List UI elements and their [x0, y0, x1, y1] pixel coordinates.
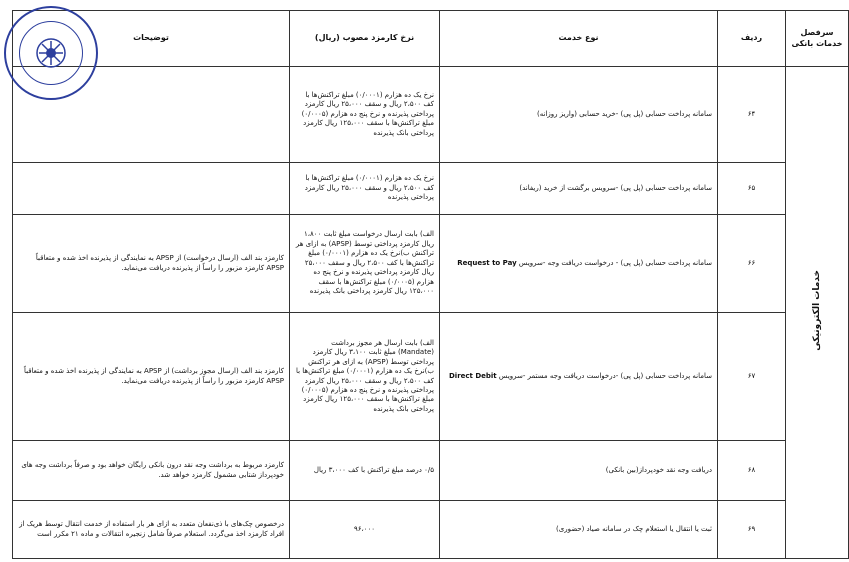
- service-cell: سامانه پرداخت حسابی (پل پی) -خرید حسابی (واریز روزانه): [440, 67, 718, 163]
- row-number: ۶۷: [718, 313, 786, 441]
- row-number: ۶۶: [718, 215, 786, 313]
- header-row: [13, 11, 849, 67]
- fee-cell: نرخ یک ده هزارم (۰/۰۰۰۱) مبلغ تراکنش‌ها با کف ۲،۵۰۰ ریال و سقف ۲۵،۰۰۰ ریال کارمزد پرداختی پذیرنده و نرخ پنج ده هزارم (۰/۰۰۰۵) مبلغ تراکنش‌ها با سقف ۱۲۵،۰۰۰ ریال کارمزد پرداختی بانک پذیرنده: [290, 67, 440, 163]
- service-text: سامانه پرداخت حسابی (پل پی) -درخواست دریافت وجه مستمر -سرویس: [498, 371, 712, 380]
- notes-cell: کارمزد مربوط به برداشت وجه نقد درون بانکی رایگان خواهد بود و صرفاً برداشت وجه های خودپرداز شتابی مشمول کارمزد خواهد شد.: [13, 441, 290, 501]
- fee-cell: ۹۶،۰۰۰: [290, 501, 440, 559]
- service-cell: دریافت وجه نقد خودپرداز(بین بانکی): [440, 441, 718, 501]
- fee-cell: الف) بابت ارسال هر مجوز برداشت (Mandate) مبلغ ثابت ۳،۱۰۰ ریال کارمزد پرداختی توسط (APSP) به ازای هر تراکنش ب)نرخ یک ده هزارم (۰/۰۰۰۱) مبلغ تراکنش‌ها با کف ۲،۵۰۰ ریال و سقف ۲۵،۰۰۰ ریال کارمزد پرداختی پذیرنده و نرخ پنج ده هزارم (۰/۰۰۰۵) مبلغ تراکنش‌ها با سقف ۱۲۵،۰۰۰ ریال کارمزد پرداختی بانک پذیرنده: [290, 313, 440, 441]
- table-row: [13, 163, 849, 215]
- service-cell: ثبت یا انتقال یا استعلام چک در سامانه صیاد (حضوری): [440, 501, 718, 559]
- header-service: نوع خدمت: [440, 11, 718, 67]
- service-english-term: Direct Debit: [449, 371, 497, 380]
- header-fee: نرخ کارمزد مصوب (ریال): [290, 11, 440, 67]
- header-row-number: ردیف: [718, 11, 786, 67]
- notes-cell: کارمزد بند الف (ارسال درخواست) از APSP به نمایندگی از پذیرنده اخذ شده و متعاقباً APSP کارمزد مزبور را راساً از پذیرنده دریافت می‌نماید.: [13, 215, 290, 313]
- row-number: ۶۴: [718, 67, 786, 163]
- service-cell: سامانه پرداخت حسابی (پل پی) -سرویس برگشت از خرید (ریفاند): [440, 163, 718, 215]
- service-cell: [440, 313, 718, 441]
- table-row: [13, 441, 849, 501]
- table-row: [13, 313, 849, 441]
- stamp-emblem-icon: [6, 8, 100, 102]
- service-cell: [440, 215, 718, 313]
- service-text: سامانه پرداخت حسابی (پل پی) - درخواست دریافت وجه -سرویس: [518, 258, 712, 267]
- table-row: [13, 501, 849, 559]
- header-category: سرفصل خدمات بانکی: [786, 11, 849, 67]
- row-number: ۶۸: [718, 441, 786, 501]
- fee-cell: نرخ یک ده هزارم (۰/۰۰۰۱) مبلغ تراکنش‌ها با کف ۲،۵۰۰ ریال و سقف ۲۵،۰۰۰ ریال کارمزد پرداختی پذیرنده: [290, 163, 440, 215]
- official-stamp: [4, 6, 98, 100]
- service-english-term: Request to Pay: [457, 258, 517, 267]
- category-label: خدمات الکترونیکی: [811, 270, 822, 352]
- category-cell: [786, 67, 849, 559]
- notes-cell: درخصوص چک‌های با ذی‌نفعان متعدد به ازای هر بار استفاده از خدمت انتقال توسط هریک از افراد کارمزد اخذ می‌گردد. استعلام صرفاً شامل زنجیره انتقالات و ماده ۲۱ مکرر است: [13, 501, 290, 559]
- table-row: [13, 215, 849, 313]
- notes-cell: کارمزد بند الف (ارسال مجوز برداشت) از APSP به نمایندگی از پذیرنده اخذ شده و متعاقباً APSP کارمزد مزبور را راساً از پذیرنده دریافت می‌نماید.: [13, 313, 290, 441]
- fee-cell: ۰/۵ درصد مبلغ تراکنش با کف ۳،۰۰۰ ریال: [290, 441, 440, 501]
- header-notes: توضیحات: [13, 11, 290, 67]
- row-number: ۶۹: [718, 501, 786, 559]
- fee-cell: الف) بابت ارسال درخواست مبلغ ثابت ۱،۸۰۰ ریال کارمزد پرداختی توسط (APSP) به ازای هر تراکنش ب)نرخ یک ده هزارم (۰/۰۰۰۱) مبلغ تراکنش‌ها با کف ۲،۵۰۰ ریال و سقف ۲۵،۰۰۰ ریال کارمزد پرداختی پذیرنده و نرخ پنج ده هزارم (۰/۰۰۰۵) مبلغ تراکنش‌ها با سقف ۱۲۵،۰۰۰ ریال کارمزد پرداختی بانک پذیرنده: [290, 215, 440, 313]
- row-number: ۶۵: [718, 163, 786, 215]
- fee-table: [12, 10, 849, 559]
- table-row: [13, 67, 849, 163]
- notes-cell: [13, 163, 290, 215]
